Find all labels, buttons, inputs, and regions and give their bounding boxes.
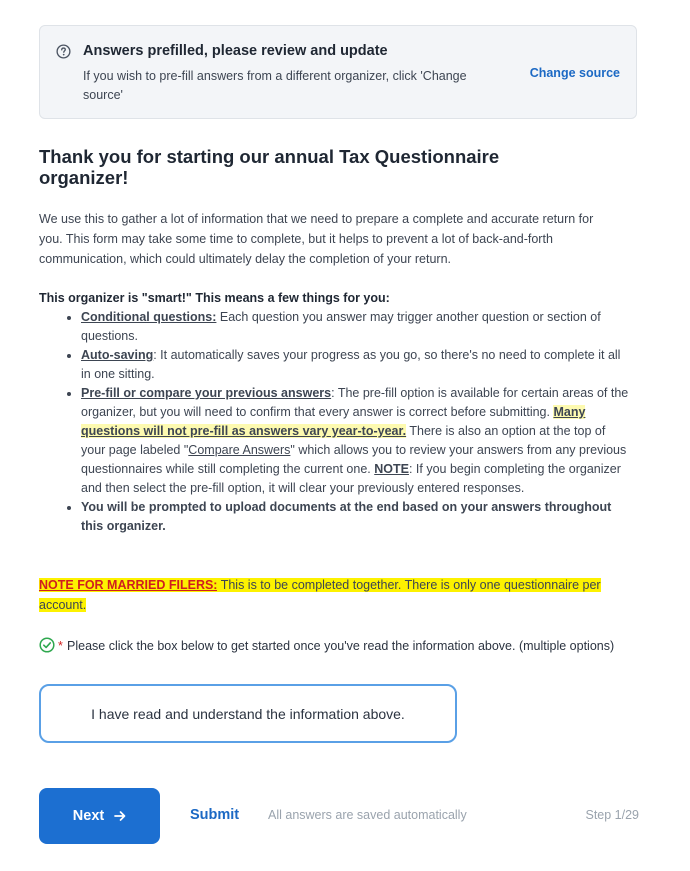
prefill-term: Pre-fill or compare your previous answers [81,386,332,400]
autosave-status: All answers are saved automatically [268,808,467,822]
read-acknowledge-option[interactable] [39,684,457,743]
question-block [39,636,629,656]
list-item-prefill [81,384,629,498]
intro-paragraph: We use this to gather a lot of information that we need to prepare a complete and accurate return for you. This form may take some time to complete, but it helps to prevent a lot of back-and-forth communication, which could ultimately delay the completion of your return. [39,212,594,266]
smart-lead: This organizer is "smart!" This means a few things for you: [39,291,390,305]
married-label: NOTE FOR MARRIED FILERS: [39,578,218,592]
required-marker: * [58,639,63,653]
prefill-highlight: Many questions will not pre-fill as answers vary year-to-year. [81,405,586,438]
banner-title: Answers prefilled, please review and update [83,43,388,59]
conditional-term: Conditional questions: [81,310,217,324]
smart-list [39,308,629,536]
next-button[interactable] [39,788,160,844]
step-indicator: Step 1/29 [585,808,639,822]
banner-text: If you wish to pre-fill answers from a different organizer, click 'Change source' [83,69,467,102]
smart-section [39,289,629,536]
list-item-autosave [81,346,629,384]
married-note [39,575,629,615]
list-item-conditional [81,308,629,346]
prefill-text-3: " which allows you to review your answers from any previous questionnaires while still completing the current one. [81,443,627,476]
question-text: Please click the box below to get started once you've read the information above. (multiple options) [67,639,615,653]
check-circle-icon [39,637,55,653]
married-text: This is to be completed together. There is only one questionnaire per account. [39,578,601,612]
prefill-text-1: : The pre-fill option is available for certain areas of the organizer, but you will need to confirm that every answer is correct before submitting. [81,386,629,419]
conditional-text: Each question you answer may trigger another question or section of questions. [81,310,601,343]
option-label: I have read and understand the information above. [91,705,405,722]
prefill-text-2: There is also an option at the top of your page labeled " [81,424,606,457]
note-text: : If you begin completing the organizer and then select the pre-fill option, it will clear your previously entered responses. [81,462,621,495]
arrow-right-icon [114,810,126,822]
change-source-link[interactable]: Change source [529,66,620,80]
submit-button[interactable]: Submit [190,807,240,823]
autosave-text: : It automatically saves your progress as you go, so there's no need to complete it all in one sitting. [81,348,621,381]
compare-answers-ref: Compare Answers [188,443,291,457]
question-circle-icon [56,44,71,59]
autosave-term: Auto-saving [81,348,154,362]
note-term: NOTE [374,462,409,476]
next-label: Next [72,808,105,824]
page-title: Thank you for starting our annual Tax Questionnaire organizer! [39,146,500,188]
list-item-upload: • You will be prompted to upload documents at the end based on your answers throughout this organizer. [81,498,629,536]
prefill-banner [39,25,637,119]
